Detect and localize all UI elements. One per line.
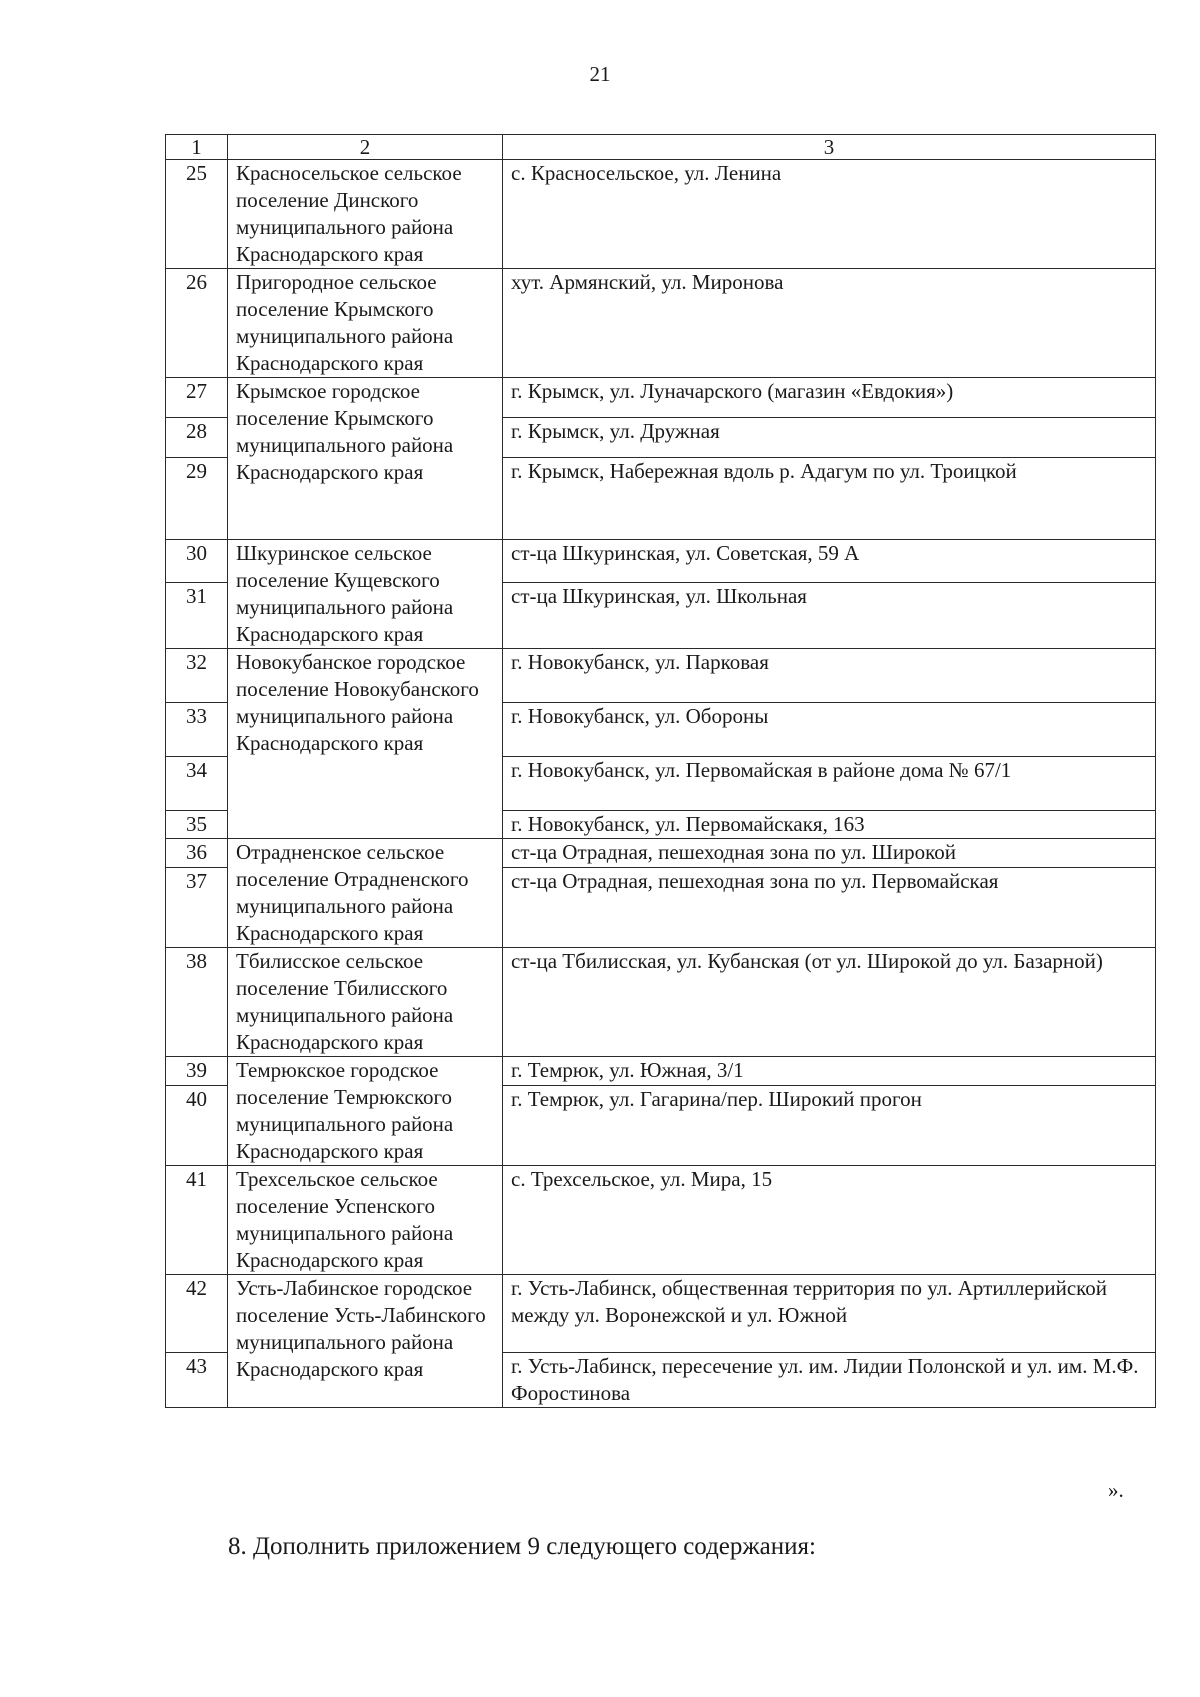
row-number: 26 <box>166 269 228 378</box>
row-number: 38 <box>166 948 228 1057</box>
address-cell: г. Новокубанск, ул. Первомайская в районе дома № 67/1 <box>503 757 1156 811</box>
row-number: 41 <box>166 1166 228 1275</box>
row-number: 34 <box>166 757 228 811</box>
settlement-name: Шкуринское сельское поселение Кущевского муниципального района Краснодарского края <box>228 540 503 649</box>
table-row <box>166 1057 1156 1086</box>
address-cell: г. Темрюк, ул. Южная, 3/1 <box>503 1057 1156 1086</box>
settlement-name: Новокубанское городское поселение Новокубанского муниципального района Краснодарского края <box>228 649 503 839</box>
amendment-paragraph: 8. Дополнить приложением 9 следующего содержания: <box>228 1533 816 1560</box>
address-cell: г. Крымск, ул. Дружная <box>503 418 1156 458</box>
address-cell: с. Трехсельское, ул. Мира, 15 <box>503 1166 1156 1275</box>
table-row <box>166 540 1156 583</box>
address-cell: ст-ца Тбилисская, ул. Кубанская (от ул. Широкой до ул. Базарной) <box>503 948 1156 1057</box>
table-row <box>166 649 1156 703</box>
address-cell: ст-ца Отрадная, пешеходная зона по ул. Первомайская <box>503 867 1156 947</box>
address-cell: с. Красносельское, ул. Ленина <box>503 160 1156 269</box>
address-cell: г. Новокубанск, ул. Обороны <box>503 703 1156 757</box>
row-number: 33 <box>166 703 228 757</box>
settlement-name: Пригородное сельское поселение Крымского муниципального района Краснодарского края <box>228 269 503 378</box>
settlement-name: Крымское городское поселение Крымского муниципального района Краснодарского края <box>228 378 503 540</box>
settlements-table <box>165 134 1156 1408</box>
settlement-name: Отрадненское сельское поселение Отрадненского муниципального района Краснодарского края <box>228 839 503 948</box>
header-col-3: 3 <box>503 135 1156 160</box>
address-cell: ст-ца Шкуринская, ул. Советская, 59 А <box>503 540 1156 583</box>
settlement-name: Усть-Лабинское городское поселение Усть-Лабинского муниципального района Краснодарского края <box>228 1275 503 1408</box>
address-cell: ст-ца Отрадная, пешеходная зона по ул. Широкой <box>503 839 1156 868</box>
row-number: 36 <box>166 839 228 868</box>
table-row <box>166 160 1156 269</box>
row-number: 42 <box>166 1275 228 1353</box>
row-number: 25 <box>166 160 228 269</box>
table-row <box>166 839 1156 868</box>
header-col-1: 1 <box>166 135 228 160</box>
row-number: 31 <box>166 582 228 648</box>
address-cell: г. Новокубанск, ул. Первомайскакя, 163 <box>503 811 1156 839</box>
table-row <box>166 1166 1156 1275</box>
address-cell: г. Крымск, ул. Луначарского (магазин «Евдокия») <box>503 378 1156 418</box>
closing-quote: ». <box>1108 1478 1124 1502</box>
settlement-name: Красносельское сельское поселение Динского муниципального района Краснодарского края <box>228 160 503 269</box>
row-number: 40 <box>166 1085 228 1165</box>
page-number: 21 <box>589 62 611 86</box>
row-number: 43 <box>166 1353 228 1408</box>
row-number: 35 <box>166 811 228 839</box>
header-col-2: 2 <box>228 135 503 160</box>
settlement-name: Темрюкское городское поселение Темрюкского муниципального района Краснодарского края <box>228 1057 503 1166</box>
address-cell: г. Новокубанск, ул. Парковая <box>503 649 1156 703</box>
table-body <box>166 160 1156 1408</box>
settlement-name: Трехсельское сельское поселение Успенского муниципального района Краснодарского края <box>228 1166 503 1275</box>
address-cell: хут. Армянский, ул. Миронова <box>503 269 1156 378</box>
row-number: 37 <box>166 867 228 947</box>
table-row <box>166 1275 1156 1353</box>
row-number: 39 <box>166 1057 228 1086</box>
address-cell: г. Усть-Лабинск, пересечение ул. им. Лидии Полонской и ул. им. М.Ф. Форостинова <box>503 1353 1156 1408</box>
row-number: 32 <box>166 649 228 703</box>
row-number: 27 <box>166 378 228 418</box>
table-row <box>166 378 1156 418</box>
table-header-row <box>166 135 1156 160</box>
row-number: 30 <box>166 540 228 583</box>
address-cell: г. Темрюк, ул. Гагарина/пер. Широкий прогон <box>503 1085 1156 1165</box>
address-cell: г. Усть-Лабинск, общественная территория по ул. Артиллерийской между ул. Воронежской и ул. Южной <box>503 1275 1156 1353</box>
table-row <box>166 269 1156 378</box>
address-cell: ст-ца Шкуринская, ул. Школьная <box>503 582 1156 648</box>
table-row <box>166 948 1156 1057</box>
row-number: 29 <box>166 458 228 540</box>
address-cell: г. Крымск, Набережная вдоль р. Адагум по ул. Троицкой <box>503 458 1156 540</box>
settlement-name: Тбилисское сельское поселение Тбилисского муниципального района Краснодарского края <box>228 948 503 1057</box>
row-number: 28 <box>166 418 228 458</box>
